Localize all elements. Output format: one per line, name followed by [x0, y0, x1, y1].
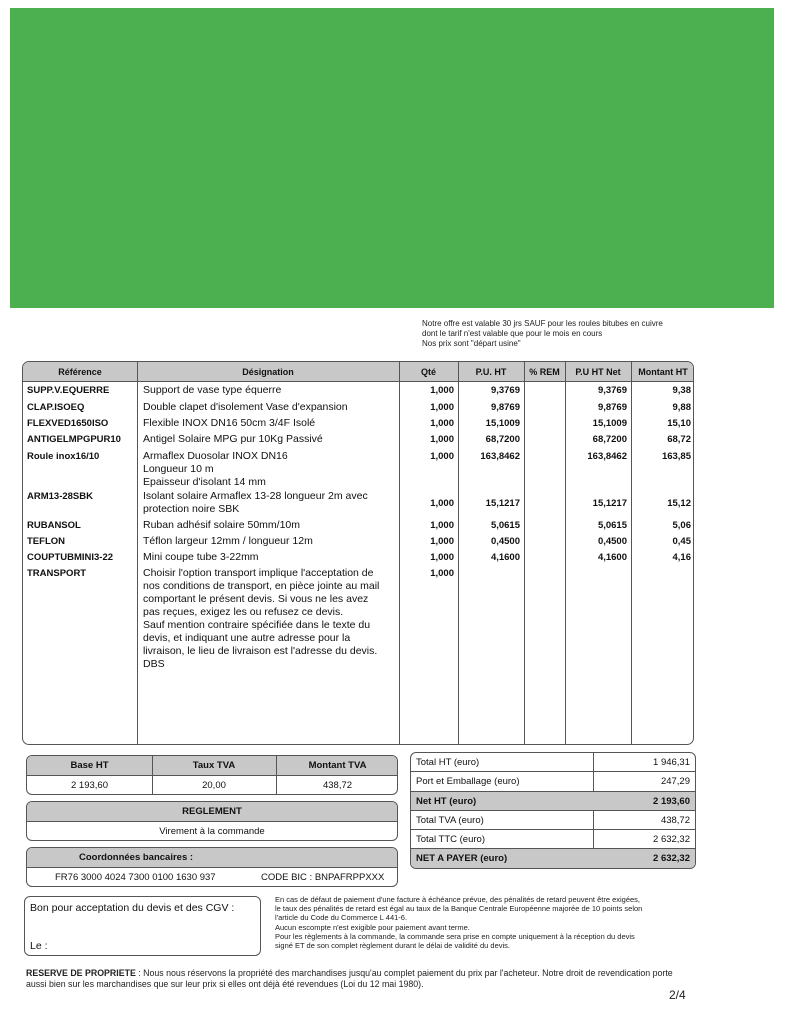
cell-reference: FLEXVED1650ISO	[27, 418, 109, 429]
cell-qte: 1,000	[430, 536, 454, 547]
col-header-rem: % REM	[529, 367, 560, 377]
designation-line: Mini coupe tube 3-22mm	[143, 551, 259, 563]
cell-reference: RUBANSOL	[27, 520, 81, 531]
designation-line: livraison, le lieu de livraison est l'adresse du devis.	[143, 645, 378, 657]
payment-terms: En cas de défaut de paiement d'une facture à échéance prévue, des pénalités de retard peuvent être exigées, le taux des pénalités de retard est égal au taux de la Banque Centrale Européenne majorée de 10 points selon l'article du Code du Commerce L 441-6. Aucun escompte n'est exigible pour paiement avant terme. Pour les règlements à la commande, la commande sera prise en compte uniquement à la réception du devis signé ET de son complet règlement durant le délai de validité du devis.	[275, 895, 643, 951]
col-header-montant: Montant HT	[638, 367, 688, 377]
cell-pu-ht: 0,4500	[490, 536, 520, 547]
designation-line: Epaisseur d'isolant 14 mm	[143, 476, 266, 488]
cell-montant: 5,06	[672, 520, 691, 531]
cell-pu-ht: 68,7200	[485, 434, 520, 445]
designation-line: Longueur 10 m	[143, 463, 214, 475]
signature-title: Bon pour acceptation du devis et des CGV :	[30, 902, 235, 914]
totals-row: Total TVA (euro) 438,72	[411, 811, 695, 830]
tva-base-value: 2 193,60	[71, 780, 108, 791]
cell-pu-ht: 15,1217	[485, 498, 520, 509]
col-header-qte: Qté	[420, 367, 436, 377]
notice-line: Nos prix sont "départ usine"	[422, 339, 521, 348]
designation-line: DBS	[143, 658, 165, 670]
header-image-block	[10, 8, 774, 308]
col-header-pu-net: P.U HT Net	[575, 367, 621, 377]
cell-reference: COUPTUBMINI3-22	[27, 552, 114, 563]
col-header-reference: Référence	[58, 367, 102, 377]
cell-designation	[143, 567, 398, 671]
totals-row-net-a-payer: NET A PAYER (euro) 2 632,32	[411, 849, 695, 868]
designation-line: Isolant solaire Armaflex 13-28 longueur 2m avec	[143, 490, 368, 502]
cell-montant: 9,88	[672, 402, 691, 413]
tva-header-taux: Taux TVA	[152, 756, 276, 776]
tva-header-base: Base HT	[27, 756, 152, 776]
cell-pu-net: 15,1009	[592, 418, 627, 429]
cell-pu-net: 15,1217	[592, 498, 627, 509]
bank-iban: FR76 3000 4024 7300 0100 1630 937	[55, 872, 216, 883]
designation-line: Téflon largeur 12mm / longueur 12m	[143, 535, 313, 547]
bank-details-box	[26, 847, 398, 887]
cell-montant: 9,38	[672, 385, 691, 396]
reglement-box	[26, 801, 398, 841]
cell-reference: TRANSPORT	[27, 568, 87, 579]
cell-qte: 1,000	[430, 385, 454, 396]
cell-pu-net: 0,4500	[597, 536, 627, 547]
col-header-designation: Désignation	[242, 367, 294, 377]
cell-designation	[143, 401, 398, 414]
cell-qte: 1,000	[430, 434, 454, 445]
cell-qte: 1,000	[430, 520, 454, 531]
designation-line: pas reçues, exigez les ou refusez ce devis.	[143, 606, 344, 618]
reserve-title: RESERVE DE PROPRIETE	[26, 968, 136, 978]
designation-line: devis, et indiquant une autre adresse pour la	[143, 632, 351, 644]
designation-line: Flexible INOX DN16 50cm 3/4F Isolé	[143, 417, 316, 429]
designation-line: Double clapet d'isolement Vase d'expansion	[143, 401, 348, 413]
designation-line: Antigel Solaire MPG pur 10Kg Passivé	[143, 433, 323, 445]
designation-line: Sauf mention contraire spécifiée dans le texte du	[143, 619, 371, 631]
cell-pu-net: 9,8769	[597, 402, 627, 413]
designation-line: protection noire SBK	[143, 503, 240, 515]
items-table	[22, 361, 694, 745]
cell-designation	[143, 519, 398, 532]
cell-montant: 15,10	[667, 418, 691, 429]
designation-line: Ruban adhésif solaire 50mm/10m	[143, 519, 300, 531]
cell-pu-net: 68,7200	[592, 434, 627, 445]
designation-line: nos conditions de transport, en pièce jointe au mail	[143, 580, 380, 592]
cell-reference: Roule inox16/10	[27, 451, 100, 462]
totals-row: Total HT (euro) 1 946,31	[411, 753, 695, 772]
designation-line: comportant le présent devis. Si vous ne les avez	[143, 593, 369, 605]
cell-designation	[143, 551, 398, 564]
cell-montant: 0,45	[672, 536, 691, 547]
cell-designation	[143, 490, 398, 516]
cell-qte: 1,000	[430, 451, 454, 462]
cell-designation	[143, 384, 398, 397]
tva-header-montant: Montant TVA	[276, 756, 398, 776]
col-header-pu-ht: P.U. HT	[475, 367, 507, 377]
cell-pu-net: 4,1600	[597, 552, 627, 563]
designation-line: Armaflex Duosolar INOX DN16	[143, 450, 288, 462]
notice-line: dont le tarif n'est valable que pour le mois en cours	[422, 329, 603, 338]
tva-table	[26, 755, 398, 795]
tva-amount-value: 438,72	[322, 780, 353, 791]
cell-pu-net: 9,3769	[597, 385, 627, 396]
cell-designation	[143, 450, 398, 489]
tva-rate-value: 20,00	[202, 780, 226, 791]
reglement-title: REGLEMENT	[27, 802, 397, 822]
cell-reference: ANTIGELMPGPUR10	[27, 434, 121, 445]
offer-notice	[422, 319, 663, 349]
cell-designation	[143, 535, 398, 548]
totals-row: Port et Emballage (euro) 247,29	[411, 772, 695, 791]
totals-table	[410, 752, 696, 869]
cell-qte: 1,000	[430, 552, 454, 563]
cell-reference: ARM13-28SBK	[27, 491, 93, 502]
page-number: 2/4	[669, 988, 686, 1002]
designation-line: Support de vase type équerre	[143, 384, 282, 396]
signature-box[interactable]	[24, 896, 261, 956]
totals-row: Total TTC (euro) 2 632,32	[411, 830, 695, 849]
cell-qte: 1,000	[430, 498, 454, 509]
cell-pu-ht: 15,1009	[485, 418, 520, 429]
cell-qte: 1,000	[430, 568, 454, 579]
reserve-text: : Nous nous réservons la propriété des marchandises jusqu'au complet paiement du prix par l'acheteur. Notre droit de revendication porte aussi bien sur les marchandises que sur leur prix si elles ont déjà été revendues (Loi du 12 mai 1980).	[26, 968, 673, 989]
cell-reference: TEFLON	[27, 536, 65, 547]
designation-line: Choisir l'option transport implique l'acceptation de	[143, 567, 374, 579]
items-table-header	[23, 362, 693, 382]
cell-pu-ht: 4,1600	[490, 552, 520, 563]
cell-pu-ht: 9,8769	[490, 402, 520, 413]
bank-title: Coordonnées bancaires :	[27, 848, 397, 868]
cell-reference: CLAP.ISOEQ	[27, 402, 85, 413]
cell-montant: 15,12	[667, 498, 691, 509]
cell-qte: 1,000	[430, 402, 454, 413]
cell-pu-net: 5,0615	[597, 520, 627, 531]
cell-montant: 68,72	[667, 434, 691, 445]
property-reservation-clause	[26, 968, 686, 990]
reglement-value: Virement à la commande	[159, 826, 265, 837]
cell-designation	[143, 417, 398, 430]
bank-bic: CODE BIC : BNPAFRPPXXX	[261, 872, 385, 883]
cell-designation	[143, 433, 398, 446]
cell-reference: SUPP.V.EQUERRE	[27, 385, 110, 396]
cell-montant: 163,85	[661, 451, 691, 462]
cell-pu-ht: 9,3769	[490, 385, 520, 396]
signature-date-label: Le :	[30, 940, 48, 952]
cell-pu-ht: 5,0615	[490, 520, 520, 531]
cell-pu-net: 163,8462	[587, 451, 627, 462]
totals-row-net-ht: Net HT (euro) 2 193,60	[411, 792, 695, 811]
cell-pu-ht: 163,8462	[480, 451, 520, 462]
cell-montant: 4,16	[672, 552, 691, 563]
cell-qte: 1,000	[430, 418, 454, 429]
notice-line: Notre offre est valable 30 jrs SAUF pour les roules bitubes en cuivre	[422, 319, 663, 328]
